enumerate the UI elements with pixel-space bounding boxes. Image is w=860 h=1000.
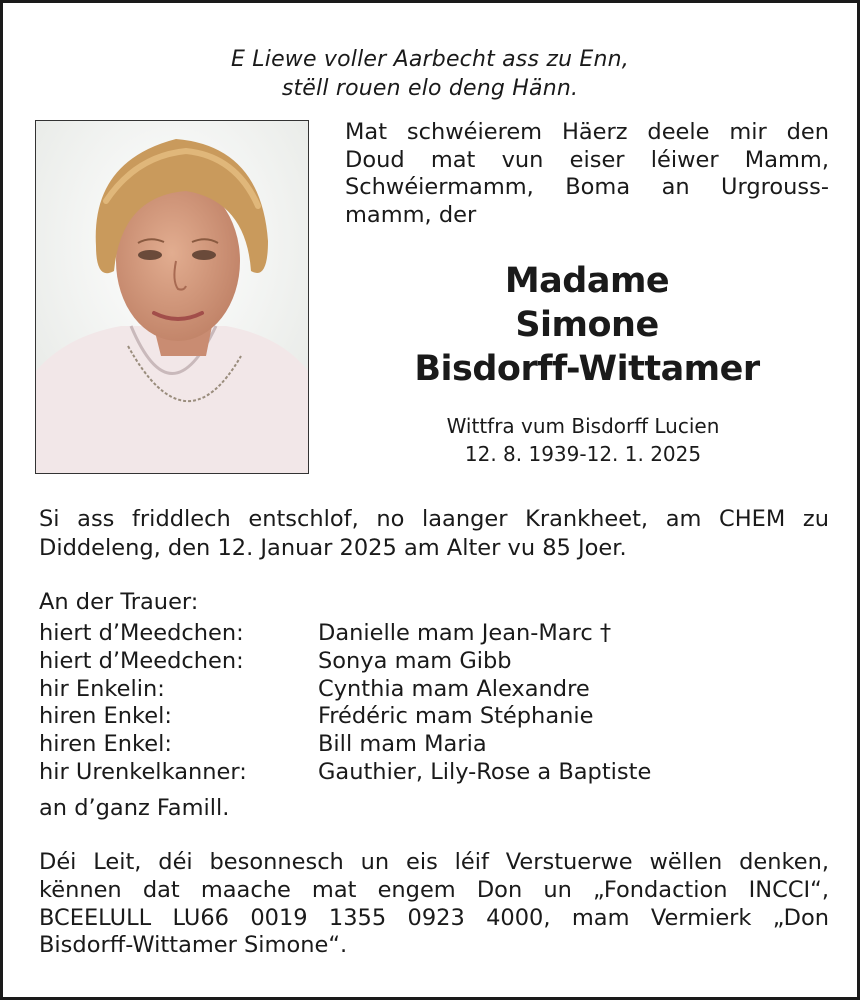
death-notice: [39, 505, 829, 563]
intro-line: Mat schwéierem Häerz deele mir den: [345, 119, 829, 145]
donation-notice: [39, 849, 829, 960]
mourner-names: Danielle mam Jean-Marc †: [318, 620, 612, 646]
donation-line: kënnen dat maache mat engem Don un „Fondaction INCCI“,: [39, 876, 829, 903]
life-dates: 12. 8. 1939-12. 1. 2025: [464, 442, 702, 466]
mourner-relation: hiren Enkel:: [39, 703, 172, 730]
donation-line: BCEELULL LU66 0019 1355 0923 4000, mam Vermierk „Don: [39, 904, 829, 931]
name-first: Simone: [515, 305, 659, 345]
mourner-relation: hiert d’Meedchen:: [39, 647, 244, 674]
portrait-icon: [36, 121, 308, 473]
mourner-names: Sonya mam Gibb: [318, 647, 512, 674]
family-closing: an d’ganz Famill.: [39, 795, 230, 821]
verse-line: E Liewe voller Aarbecht ass zu Enn,: [231, 47, 629, 72]
mourner-relation: hiren Enkel:: [39, 731, 172, 758]
intro-line: Schwéiermamm, Boma an Urgrouss-: [345, 174, 829, 200]
portrait-photo: [35, 120, 309, 474]
mourner-row: [39, 731, 799, 759]
deceased-details: [373, 412, 793, 468]
intro-text: [345, 119, 829, 229]
death-line: Diddeleng, den 12. Januar 2025 am Alter vu 85 Joer.: [39, 535, 627, 561]
mourner-row: [39, 676, 799, 704]
mourner-row: [39, 759, 799, 787]
donation-line: Déi Leit, déi besonnesch un eis léif Verstuerwe wëllen denken,: [39, 849, 829, 875]
intro-line: Doud mat vun eiser léiwer Mamm,: [345, 146, 829, 173]
mourner-names: Frédéric mam Stéphanie: [318, 703, 594, 730]
name-title: Madame: [504, 261, 670, 301]
mourner-row: [39, 703, 799, 731]
memorial-verse: [3, 45, 857, 103]
mourners-heading: An der Trauer:: [39, 589, 199, 615]
verse-line: stëll rouen elo deng Hänn.: [281, 76, 579, 101]
mourner-names: Bill mam Maria: [318, 731, 487, 758]
mourner-row: [39, 620, 799, 648]
deceased-name: [343, 259, 831, 391]
mourner-names: Cynthia mam Alexandre: [318, 675, 590, 702]
mourner-relation: hiert d’Meedchen:: [39, 620, 244, 646]
widow-of: Wittfra vum Bisdorff Lucien: [446, 414, 720, 438]
intro-line: mamm, der: [345, 201, 477, 228]
name-last: Bisdorff-Wittamer: [414, 349, 760, 389]
mourner-relation: hir Urenkelkanner:: [39, 758, 247, 785]
mourner-names: Gauthier, Lily-Rose a Baptiste: [318, 758, 652, 785]
mourner-row: [39, 648, 799, 676]
donation-line: Bisdorff-Wittamer Simone“.: [39, 932, 348, 959]
mourner-relation: hir Enkelin:: [39, 675, 165, 702]
death-line: Si ass friddlech entschlof, no laanger Krankheet, am CHEM zu: [39, 506, 829, 532]
mourners-list: [39, 620, 799, 787]
